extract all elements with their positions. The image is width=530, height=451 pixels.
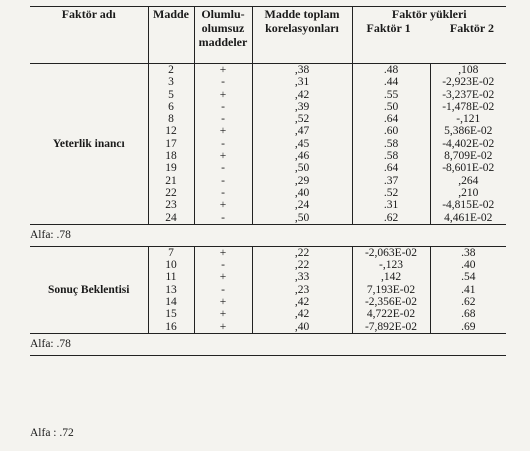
factor2-loading-cell: ,264 bbox=[430, 175, 506, 187]
item-number-cell: 24 bbox=[148, 212, 194, 225]
item-total-correlation-cell: ,47 bbox=[252, 125, 352, 137]
sign-cell: + bbox=[194, 89, 252, 101]
group-alpha: Alfa: .78 bbox=[30, 333, 506, 355]
item-total-correlation-cell: ,42 bbox=[252, 89, 352, 101]
factor1-loading-cell: .52 bbox=[352, 187, 430, 199]
factor2-loading-cell: -,121 bbox=[430, 113, 506, 125]
factor1-loading-cell: -,123 bbox=[352, 259, 430, 271]
item-number-cell: 22 bbox=[148, 187, 194, 199]
factor2-loading-cell: .40 bbox=[430, 259, 506, 271]
factor1-loading-cell: .50 bbox=[352, 101, 430, 113]
factor1-loading-cell: .62 bbox=[352, 212, 430, 225]
item-total-correlation-cell: ,50 bbox=[252, 212, 352, 225]
factor1-loading-cell: -7,892E-02 bbox=[352, 321, 430, 334]
sign-cell: - bbox=[194, 284, 252, 296]
factor1-loading-cell: -2,356E-02 bbox=[352, 296, 430, 308]
factor1-loading-cell: ,142 bbox=[352, 271, 430, 283]
item-total-correlation-cell: ,22 bbox=[252, 259, 352, 271]
item-number-cell: 5 bbox=[148, 89, 194, 101]
factor1-loading-cell: .44 bbox=[352, 76, 430, 88]
factor1-loading-cell: .60 bbox=[352, 125, 430, 137]
header-factor2: Faktör 2 bbox=[449, 21, 494, 35]
group-alpha: Alfa: .78 bbox=[30, 224, 506, 246]
item-number-cell: 19 bbox=[148, 162, 194, 174]
item-total-correlation-cell: ,39 bbox=[252, 101, 352, 113]
factor2-loading-cell: .41 bbox=[430, 284, 506, 296]
sign-cell: - bbox=[194, 212, 252, 225]
header-posneg-line2: olumsuz bbox=[201, 21, 245, 35]
factor2-loading-cell: .62 bbox=[430, 296, 506, 308]
factor1-loading-cell: .55 bbox=[352, 89, 430, 101]
table-row bbox=[30, 64, 506, 77]
item-number-cell: 18 bbox=[148, 150, 194, 162]
factor2-loading-cell: -1,478E-02 bbox=[430, 101, 506, 113]
sign-cell: + bbox=[194, 150, 252, 162]
table-row bbox=[30, 246, 506, 259]
sign-cell: + bbox=[194, 199, 252, 211]
item-total-correlation-cell: ,33 bbox=[252, 271, 352, 283]
item-total-correlation-cell: ,50 bbox=[252, 162, 352, 174]
factor1-loading-cell: -2,063E-02 bbox=[352, 246, 430, 259]
header-posneg-line1: Olumlu- bbox=[201, 7, 245, 21]
factor2-loading-cell: 5,386E-02 bbox=[430, 125, 506, 137]
header-item: Madde bbox=[148, 7, 194, 64]
factor2-loading-cell: .54 bbox=[430, 271, 506, 283]
item-total-correlation-cell: ,45 bbox=[252, 138, 352, 150]
item-number-cell: 14 bbox=[148, 296, 194, 308]
header-posneg bbox=[194, 7, 252, 64]
item-total-correlation-cell: ,23 bbox=[252, 284, 352, 296]
sign-cell: - bbox=[194, 162, 252, 174]
factor2-loading-cell: -8,601E-02 bbox=[430, 162, 506, 174]
item-number-cell: 10 bbox=[148, 259, 194, 271]
item-number-cell: 21 bbox=[148, 175, 194, 187]
factor2-loading-cell: -4,402E-02 bbox=[430, 138, 506, 150]
sign-cell: + bbox=[194, 271, 252, 283]
factor1-loading-cell: .37 bbox=[352, 175, 430, 187]
factor2-loading-cell: 8,709E-02 bbox=[430, 150, 506, 162]
header-item-total-line2: korelasyonları bbox=[265, 21, 339, 35]
group-name: Sonuç Beklentisi bbox=[30, 246, 148, 333]
item-number-cell: 17 bbox=[148, 138, 194, 150]
header-factor-loadings-title: Faktör yükleri bbox=[391, 7, 467, 21]
sign-cell: + bbox=[194, 308, 252, 320]
item-total-correlation-cell: ,22 bbox=[252, 246, 352, 259]
item-total-correlation-cell: ,24 bbox=[252, 199, 352, 211]
sign-cell: - bbox=[194, 101, 252, 113]
total-alpha: Alfa : .72 bbox=[30, 427, 74, 439]
sign-cell: + bbox=[194, 321, 252, 334]
factor2-loading-cell: -4,815E-02 bbox=[430, 199, 506, 211]
factor1-loading-cell: .58 bbox=[352, 150, 430, 162]
header-row bbox=[30, 7, 506, 64]
item-total-correlation-cell: ,52 bbox=[252, 113, 352, 125]
factor-analysis-table bbox=[30, 6, 506, 356]
item-number-cell: 13 bbox=[148, 284, 194, 296]
item-number-cell: 8 bbox=[148, 113, 194, 125]
sign-cell: - bbox=[194, 76, 252, 88]
item-number-cell: 3 bbox=[148, 76, 194, 88]
item-total-correlation-cell: ,40 bbox=[252, 321, 352, 334]
factor1-loading-cell: .64 bbox=[352, 113, 430, 125]
factor2-loading-cell: .68 bbox=[430, 308, 506, 320]
item-total-correlation-cell: ,42 bbox=[252, 296, 352, 308]
factor1-loading-cell: .58 bbox=[352, 138, 430, 150]
header-factor1: Faktör 1 bbox=[366, 21, 411, 35]
item-number-cell: 7 bbox=[148, 246, 194, 259]
factor1-loading-cell: 7,193E-02 bbox=[352, 284, 430, 296]
sign-cell: + bbox=[194, 296, 252, 308]
item-total-correlation-cell: ,31 bbox=[252, 76, 352, 88]
sign-cell: - bbox=[194, 138, 252, 150]
table-body bbox=[30, 64, 506, 356]
header-item-total-line1: Madde toplam bbox=[264, 7, 340, 21]
factor2-loading-cell: 4,461E-02 bbox=[430, 212, 506, 225]
header-factor-name: Faktör adı bbox=[30, 7, 148, 64]
item-number-cell: 15 bbox=[148, 308, 194, 320]
header-factor-loadings bbox=[352, 7, 506, 64]
factor2-loading-cell: ,108 bbox=[430, 64, 506, 77]
sign-cell: + bbox=[194, 125, 252, 137]
group-name: Yeterlik inancı bbox=[30, 64, 148, 225]
item-number-cell: 6 bbox=[148, 101, 194, 113]
factor1-loading-cell: .64 bbox=[352, 162, 430, 174]
group-alpha-row bbox=[30, 224, 506, 246]
header-posneg-line3: maddeler bbox=[198, 35, 248, 49]
factor2-loading-cell: ,210 bbox=[430, 187, 506, 199]
sign-cell: + bbox=[194, 64, 252, 77]
item-number-cell: 11 bbox=[148, 271, 194, 283]
item-total-correlation-cell: ,42 bbox=[252, 308, 352, 320]
item-total-correlation-cell: ,38 bbox=[252, 64, 352, 77]
sign-cell: - bbox=[194, 175, 252, 187]
item-total-correlation-cell: ,40 bbox=[252, 187, 352, 199]
factor1-loading-cell: 4,722E-02 bbox=[352, 308, 430, 320]
sign-cell: - bbox=[194, 259, 252, 271]
sign-cell: - bbox=[194, 113, 252, 125]
item-number-cell: 16 bbox=[148, 321, 194, 334]
factor2-loading-cell: -2,923E-02 bbox=[430, 76, 506, 88]
group-alpha-row bbox=[30, 333, 506, 355]
item-total-correlation-cell: ,46 bbox=[252, 150, 352, 162]
header-item-total bbox=[252, 7, 352, 64]
factor2-loading-cell: .38 bbox=[430, 246, 506, 259]
item-number-cell: 23 bbox=[148, 199, 194, 211]
sign-cell: + bbox=[194, 246, 252, 259]
factor2-loading-cell: -3,237E-02 bbox=[430, 89, 506, 101]
factor1-loading-cell: .31 bbox=[352, 199, 430, 211]
sign-cell: - bbox=[194, 187, 252, 199]
item-total-correlation-cell: ,29 bbox=[252, 175, 352, 187]
factor1-loading-cell: .48 bbox=[352, 64, 430, 77]
factor2-loading-cell: .69 bbox=[430, 321, 506, 334]
item-number-cell: 12 bbox=[148, 125, 194, 137]
item-number-cell: 2 bbox=[148, 64, 194, 77]
